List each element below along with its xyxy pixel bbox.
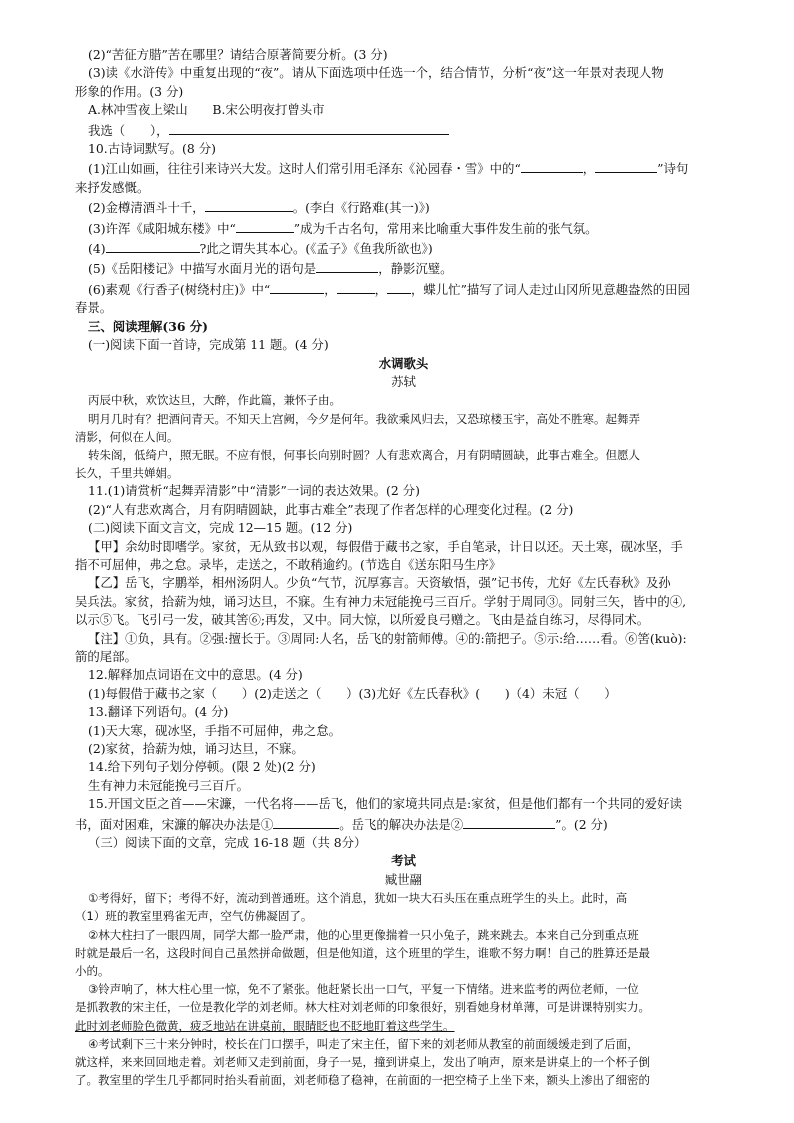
section-3-heading: 三、阅读理解(36 分) xyxy=(88,318,209,334)
q10-2-text: (2)金樽清酒斗十千， xyxy=(88,200,205,216)
poem-line: 长久，千里共婵娟。 xyxy=(75,466,179,481)
poem-preface: 丙辰中秋，欢饮达旦，大醉，作此篇，兼怀子由。 xyxy=(88,393,341,408)
q9-options: A.林冲雪夜上梁山 B.宋公明夜打曾头市 xyxy=(88,102,325,118)
q10-2 xyxy=(75,197,732,217)
q13-2: (2)家贫，拾薪为烛，诵习达旦，不寐。 xyxy=(88,741,304,757)
answer-blank[interactable] xyxy=(273,814,339,829)
poem-line: 明月几时有？把酒问青天。不知天上宫阙，今夕是何年。我欲乘风归去，又恐琼楼玉宇，高处不胜寒。起舞弄 xyxy=(88,411,640,426)
story-paragraph: ①考得好，留下；考得不好，流动到普通班。这个消息，犹如一块大石头压在重点班学生的头上。此时，高 xyxy=(88,891,628,906)
answer-blank[interactable] xyxy=(169,120,449,135)
q10-heading: 10.古诗词默写。(8 分) xyxy=(88,141,216,157)
q10-6-comma1: ， xyxy=(324,281,337,297)
answer-blank[interactable] xyxy=(270,279,324,294)
q10-6-comma2: ， xyxy=(374,281,388,297)
q9-3-line2: 形象的作用。(3 分) xyxy=(75,83,184,99)
part-1-heading: (一)阅读下面一首诗，完成第 11 题。(4 分) xyxy=(88,337,329,353)
q15-line1: 15.开国文臣之首——宋濂，一代名将——岳飞，他们的家境共同点是:家贫，但是他们都有一个共同的爱好读 xyxy=(88,796,682,812)
q14-sentence: 生有神力未冠能挽弓三百斤。 xyxy=(88,777,250,793)
q10-1-comma: ， xyxy=(582,161,596,177)
q12: 12.解释加点词语在文中的意思。(4 分) xyxy=(88,667,303,683)
notes-cont: 箭的尾部。 xyxy=(75,648,137,664)
q14: 14.给下列句子划分停顿。(限 2 处)(2 分) xyxy=(88,759,316,775)
poem-title: 水调歌头 xyxy=(378,355,429,371)
q11-1: 11.(1)请赏析“起舞弄清影”中“清影”一词的表达效果。(2 分) xyxy=(88,483,420,499)
answer-blank[interactable] xyxy=(316,258,378,273)
story-author: 臧世翮 xyxy=(384,871,423,887)
story-paragraph-cont: 就这样，来来回回地走着。刘老师又走到前面，身子一晃，撞到讲桌上，发出了响声，原来是讲桌上的一个杯子倒 xyxy=(75,1055,650,1070)
story-paragraph-cont: （1）班的教室里鸦雀无声，空气仿佛凝固了。 xyxy=(75,909,313,924)
q15-line2 xyxy=(75,814,732,834)
story-paragraph-cont: 是抓教教的宋主任，一位是教化学的刘老师。林大柱对刘老师的印象很好，别看她身材单薄，可是讲课特别实力。 xyxy=(75,1000,650,1015)
q10-5 xyxy=(75,258,732,278)
q10-3 xyxy=(75,218,732,238)
passage-jia: 【甲】余幼时即嗜学。家贫，无从致书以观，每假借于藏书之家，手自笔录，计日以还。天土寒，砚冰坚，手 xyxy=(88,538,683,554)
q10-5-tail: ，静影沉璧。 xyxy=(378,261,453,277)
story-body xyxy=(75,889,732,1089)
answer-blank[interactable] xyxy=(387,279,411,294)
story-paragraph-cont: 了。教室里的学生几乎都同时抬头看前面，刘老师稳了稳神，在前面的一把空椅子上坐下来，额头上渗出了细密的 xyxy=(75,1073,650,1088)
q10-3-text: (3)许浑《咸阳城东楼》中“ xyxy=(88,220,236,236)
story-paragraph-cont: 小的。 xyxy=(75,964,110,979)
q13: 13.翻译下列语句。(4 分) xyxy=(88,704,229,720)
q10-4 xyxy=(75,238,732,258)
answer-blank[interactable] xyxy=(521,158,583,173)
q15-text: 书，面对困难，宋濂的解决办法是① xyxy=(75,816,274,832)
part-3-heading: （三）阅读下面的文章，完成 16-18 题（共 8分） xyxy=(88,835,367,851)
q10-5-text: (5)《岳阳楼记》中描写水面月光的语句是 xyxy=(88,261,317,277)
answer-blank[interactable] xyxy=(337,279,375,294)
q9-2: (2)“苦征方腊”苦在哪里？请结合原著简要分析。(3 分) xyxy=(88,47,388,62)
story-underlined-sentence: 此时刘老师脸色微黄，疲乏地站在讲桌前，眼睛眨也不眨地盯着这些学生。 xyxy=(75,1018,455,1033)
passage-jia-cont: 指不可屈伸，弗之怠。录毕，走送之，不敢稍逾约。(节选自《送东阳马生序》 xyxy=(75,556,502,572)
answer-blank[interactable] xyxy=(595,158,657,173)
q10-1-text: (1)江山如画，往往引来诗兴大发。这时人们常引用毛泽东《沁园春・雪》中的“ xyxy=(88,161,521,177)
story-paragraph: ②林大柱扫了一眼四周，同学大都一脸严肃，他的心里更像揣着一只小兔子，跳来跳去。本来自己分到重点班 xyxy=(88,927,639,942)
answer-blank[interactable] xyxy=(106,238,200,253)
passage-yi: 【乙】岳飞，字鹏举，相州汤阴人。少负“气节，沉厚寡言。天资敏悟，强”记书传，尤好《左氏春秋》及孙 xyxy=(88,575,671,591)
q10-1-line1 xyxy=(75,158,732,178)
story-paragraph: ③铃声响了，林大柱心里一惊，免不了紧张。他赶紧长出一口气，平复一下情绪。进来监考的两位老师，一位 xyxy=(88,982,639,997)
passage-yi-cont: 以示⑤飞。飞引弓一发，破其筈⑥;再发，又中。同大惊，以所爱良弓赠之。飞由是益自练习，尽得同术。 xyxy=(75,612,650,628)
q10-2-tail: 。(李白《行路难(其一)》) xyxy=(292,200,430,216)
q9-3-line1: (3)读《水浒传》中重复出现的“夜”。请从下面选项中任选一个，结合情节，分析“夜”这一年景对表现人物 xyxy=(88,65,664,81)
q10-1-line2: 来抒发感慨。 xyxy=(75,179,150,195)
q11-2: (2)“人有悲欢离合，月有阴晴圆缺，此事古难全”表现了作者怎样的心理变化过程。(2 分) xyxy=(88,501,574,517)
story-paragraph-cont: 时就是最后一名，这段时间自己虽然拼命做题，但是他知道，这个班里的学生，谁歌不努力啊！自己的胜算还是最 xyxy=(75,945,650,960)
answer-blank[interactable] xyxy=(205,197,293,212)
passage-yi-cont: 吴兵法。家贫，拾薪为烛，诵习达旦，不寐。生有神力未冠能挽弓三百斤。学射于周同③。同射三矢，皆中的④, xyxy=(75,593,687,609)
story-title: 考试 xyxy=(391,853,416,869)
q10-6-text: (6)素观《行香子(树绕村庄)》中“ xyxy=(88,281,271,297)
q10-4-tail: ?此之谓失其本心。(《孟子》《鱼我所欲也》) xyxy=(199,241,433,257)
poem-body xyxy=(75,391,732,482)
q10-6-line1 xyxy=(75,279,732,299)
q9-choose xyxy=(75,120,732,140)
q10-1-tail: ”诗句 xyxy=(657,161,689,177)
answer-blank[interactable] xyxy=(463,814,555,829)
q15-tail: ”。(2 分) xyxy=(555,816,608,832)
q15-mid: 。岳飞的解决办法是② xyxy=(339,816,464,832)
q9-choose-label: 我选（ ）， xyxy=(88,122,169,138)
q12-items: (1)每假借于藏书之家（ ）(2)走送之（ ）(3)尤好《左氏春秋》( )（4）未冠（ ） xyxy=(88,685,617,701)
q10-3-tail: ”成为千古名句，常用来比喻重大事件发生前的张气氛。 xyxy=(293,220,598,236)
poem-line: 清影，何似在人间。 xyxy=(75,429,179,444)
q10-6-line2: 春景。 xyxy=(75,300,113,316)
answer-blank[interactable] xyxy=(236,218,294,233)
poem-line: 转朱阁，低绮户，照无眠。不应有恨，何事长向别时圆？人有悲欢离合，月有阴晴圆缺，此事古难全。但愿人 xyxy=(88,447,640,462)
q10-6-tail: ，蝶儿忙”描写了词人走过山冈所见意趣盎然的田园 xyxy=(411,281,690,297)
q10-4-text: (4) xyxy=(88,241,106,257)
story-paragraph: ④考试剩下三十来分钟时，校长在门口摆手，叫走了宋主任，留下来的刘老师从教室的前面缓缓走到了后面， xyxy=(88,1036,639,1051)
notes: 【注】①负，具有。②强:擅长于。③周同:人名，岳飞的射箭师傅。④的:箭把子。⑤示:给……看。⑥筈(kuò): xyxy=(88,630,687,646)
poem-author: 苏轼 xyxy=(391,373,416,389)
part-2-heading: (二)阅读下面文言文，完成 12—15 题。(12 分) xyxy=(88,520,353,536)
q13-1: (1)天大寒，砚冰坚，手指不可屈伸，弗之怠。 xyxy=(88,722,341,738)
